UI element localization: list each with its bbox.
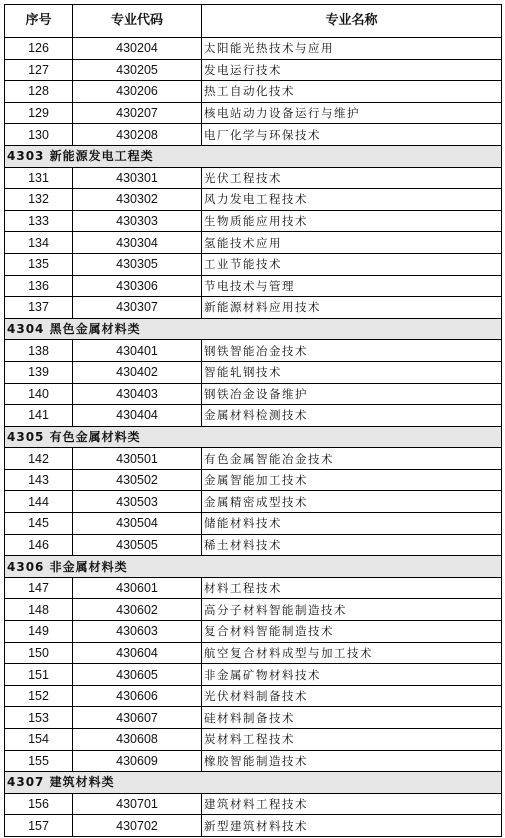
table-row [5,124,502,146]
category-row [5,556,502,578]
category-title: 4307 建筑材料类 [5,772,502,794]
table-row [5,642,502,664]
major-code-cell: 430607 [73,707,202,729]
table-row [5,469,502,491]
major-code-cell: 430302 [73,189,202,211]
major-name-cell: 钢铁冶金设备维护 [202,383,502,405]
major-code-cell: 430502 [73,469,202,491]
category-row [5,318,502,340]
major-name-cell: 生物质能应用技术 [202,210,502,232]
category-row [5,145,502,167]
major-name-cell: 高分子材料智能制造技术 [202,599,502,621]
serial-number-cell: 141 [5,405,73,427]
table-row [5,664,502,686]
major-name-cell: 工业节能技术 [202,253,502,275]
major-code-cell: 430305 [73,253,202,275]
major-code-cell: 430606 [73,685,202,707]
major-code-cell: 430206 [73,81,202,103]
major-code-cell: 430701 [73,793,202,815]
table-row [5,167,502,189]
major-code-cell: 430503 [73,491,202,513]
table-row [5,59,502,81]
major-name-cell: 太阳能光热技术与应用 [202,38,502,60]
table-row [5,253,502,275]
serial-number-cell: 139 [5,361,73,383]
major-code-cell: 430403 [73,383,202,405]
major-code-cell: 430404 [73,405,202,427]
table-row [5,685,502,707]
table-row [5,189,502,211]
major-code-cell: 430306 [73,275,202,297]
major-name-cell: 钢铁智能冶金技术 [202,340,502,362]
major-name-cell: 电厂化学与环保技术 [202,124,502,146]
table-row [5,534,502,556]
table-row [5,405,502,427]
serial-number-cell: 148 [5,599,73,621]
major-name-cell: 金属智能加工技术 [202,469,502,491]
serial-number-cell: 131 [5,167,73,189]
serial-number-cell: 140 [5,383,73,405]
table-row [5,793,502,815]
table-row [5,38,502,60]
serial-number-cell: 127 [5,59,73,81]
table-row [5,102,502,124]
table-row [5,815,502,837]
serial-number-cell: 135 [5,253,73,275]
serial-number-cell: 145 [5,513,73,535]
major-name-cell: 有色金属智能冶金技术 [202,448,502,470]
major-name-cell: 节电技术与管理 [202,275,502,297]
serial-number-cell: 154 [5,729,73,751]
major-name-cell: 硅材料制备技术 [202,707,502,729]
header-serial-number: 序号 [5,5,73,38]
serial-number-cell: 157 [5,815,73,837]
major-code-cell: 430204 [73,38,202,60]
category-title: 4304 黑色金属材料类 [5,318,502,340]
major-code-cell: 430207 [73,102,202,124]
table-row [5,81,502,103]
major-name-cell: 金属材料检测技术 [202,405,502,427]
major-code-cell: 430402 [73,361,202,383]
major-code-cell: 430307 [73,297,202,319]
table-row [5,729,502,751]
serial-number-cell: 149 [5,621,73,643]
serial-number-cell: 142 [5,448,73,470]
major-name-cell: 橡胶智能制造技术 [202,750,502,772]
major-name-cell: 核电站动力设备运行与维护 [202,102,502,124]
major-name-cell: 建筑材料工程技术 [202,793,502,815]
serial-number-cell: 128 [5,81,73,103]
major-code-cell: 430602 [73,599,202,621]
serial-number-cell: 137 [5,297,73,319]
major-name-cell: 智能轧钢技术 [202,361,502,383]
document-page [4,4,501,837]
table-row [5,750,502,772]
major-name-cell: 炭材料工程技术 [202,729,502,751]
table-header-row [5,5,502,38]
major-name-cell: 光伏材料制备技术 [202,685,502,707]
major-name-cell: 热工自动化技术 [202,81,502,103]
serial-number-cell: 151 [5,664,73,686]
major-code-cell: 430702 [73,815,202,837]
major-name-cell: 非金属矿物材料技术 [202,664,502,686]
table-row [5,448,502,470]
table-row [5,383,502,405]
major-catalog-table [4,4,502,837]
serial-number-cell: 146 [5,534,73,556]
serial-number-cell: 155 [5,750,73,772]
major-name-cell: 发电运行技术 [202,59,502,81]
category-title: 4306 非金属材料类 [5,556,502,578]
table-row [5,210,502,232]
major-code-cell: 430505 [73,534,202,556]
table-row [5,599,502,621]
major-code-cell: 430208 [73,124,202,146]
category-row [5,772,502,794]
major-code-cell: 430304 [73,232,202,254]
serial-number-cell: 144 [5,491,73,513]
header-major-name: 专业名称 [202,5,502,38]
major-name-cell: 风力发电工程技术 [202,189,502,211]
major-name-cell: 光伏工程技术 [202,167,502,189]
major-name-cell: 储能材料技术 [202,513,502,535]
major-code-cell: 430303 [73,210,202,232]
table-row [5,707,502,729]
major-name-cell: 材料工程技术 [202,577,502,599]
table-row [5,232,502,254]
major-name-cell: 航空复合材料成型与加工技术 [202,642,502,664]
serial-number-cell: 152 [5,685,73,707]
major-code-cell: 430603 [73,621,202,643]
table-row [5,577,502,599]
major-code-cell: 430609 [73,750,202,772]
table-row [5,275,502,297]
serial-number-cell: 133 [5,210,73,232]
major-name-cell: 新型建筑材料技术 [202,815,502,837]
table-row [5,621,502,643]
major-code-cell: 430501 [73,448,202,470]
table-row [5,513,502,535]
serial-number-cell: 150 [5,642,73,664]
serial-number-cell: 153 [5,707,73,729]
major-code-cell: 430608 [73,729,202,751]
table-row [5,491,502,513]
serial-number-cell: 147 [5,577,73,599]
major-code-cell: 430301 [73,167,202,189]
major-name-cell: 氢能技术应用 [202,232,502,254]
serial-number-cell: 136 [5,275,73,297]
major-code-cell: 430601 [73,577,202,599]
major-name-cell: 稀土材料技术 [202,534,502,556]
table-row [5,297,502,319]
table-row [5,361,502,383]
table-row [5,340,502,362]
serial-number-cell: 156 [5,793,73,815]
serial-number-cell: 138 [5,340,73,362]
serial-number-cell: 132 [5,189,73,211]
major-code-cell: 430504 [73,513,202,535]
major-code-cell: 430604 [73,642,202,664]
table-body [5,38,502,837]
category-title: 4305 有色金属材料类 [5,426,502,448]
serial-number-cell: 129 [5,102,73,124]
major-code-cell: 430205 [73,59,202,81]
major-code-cell: 430401 [73,340,202,362]
header-major-code: 专业代码 [73,5,202,38]
major-name-cell: 金属精密成型技术 [202,491,502,513]
serial-number-cell: 130 [5,124,73,146]
major-name-cell: 复合材料智能制造技术 [202,621,502,643]
serial-number-cell: 143 [5,469,73,491]
serial-number-cell: 134 [5,232,73,254]
category-row [5,426,502,448]
serial-number-cell: 126 [5,38,73,60]
major-code-cell: 430605 [73,664,202,686]
major-name-cell: 新能源材料应用技术 [202,297,502,319]
category-title: 4303 新能源发电工程类 [5,145,502,167]
